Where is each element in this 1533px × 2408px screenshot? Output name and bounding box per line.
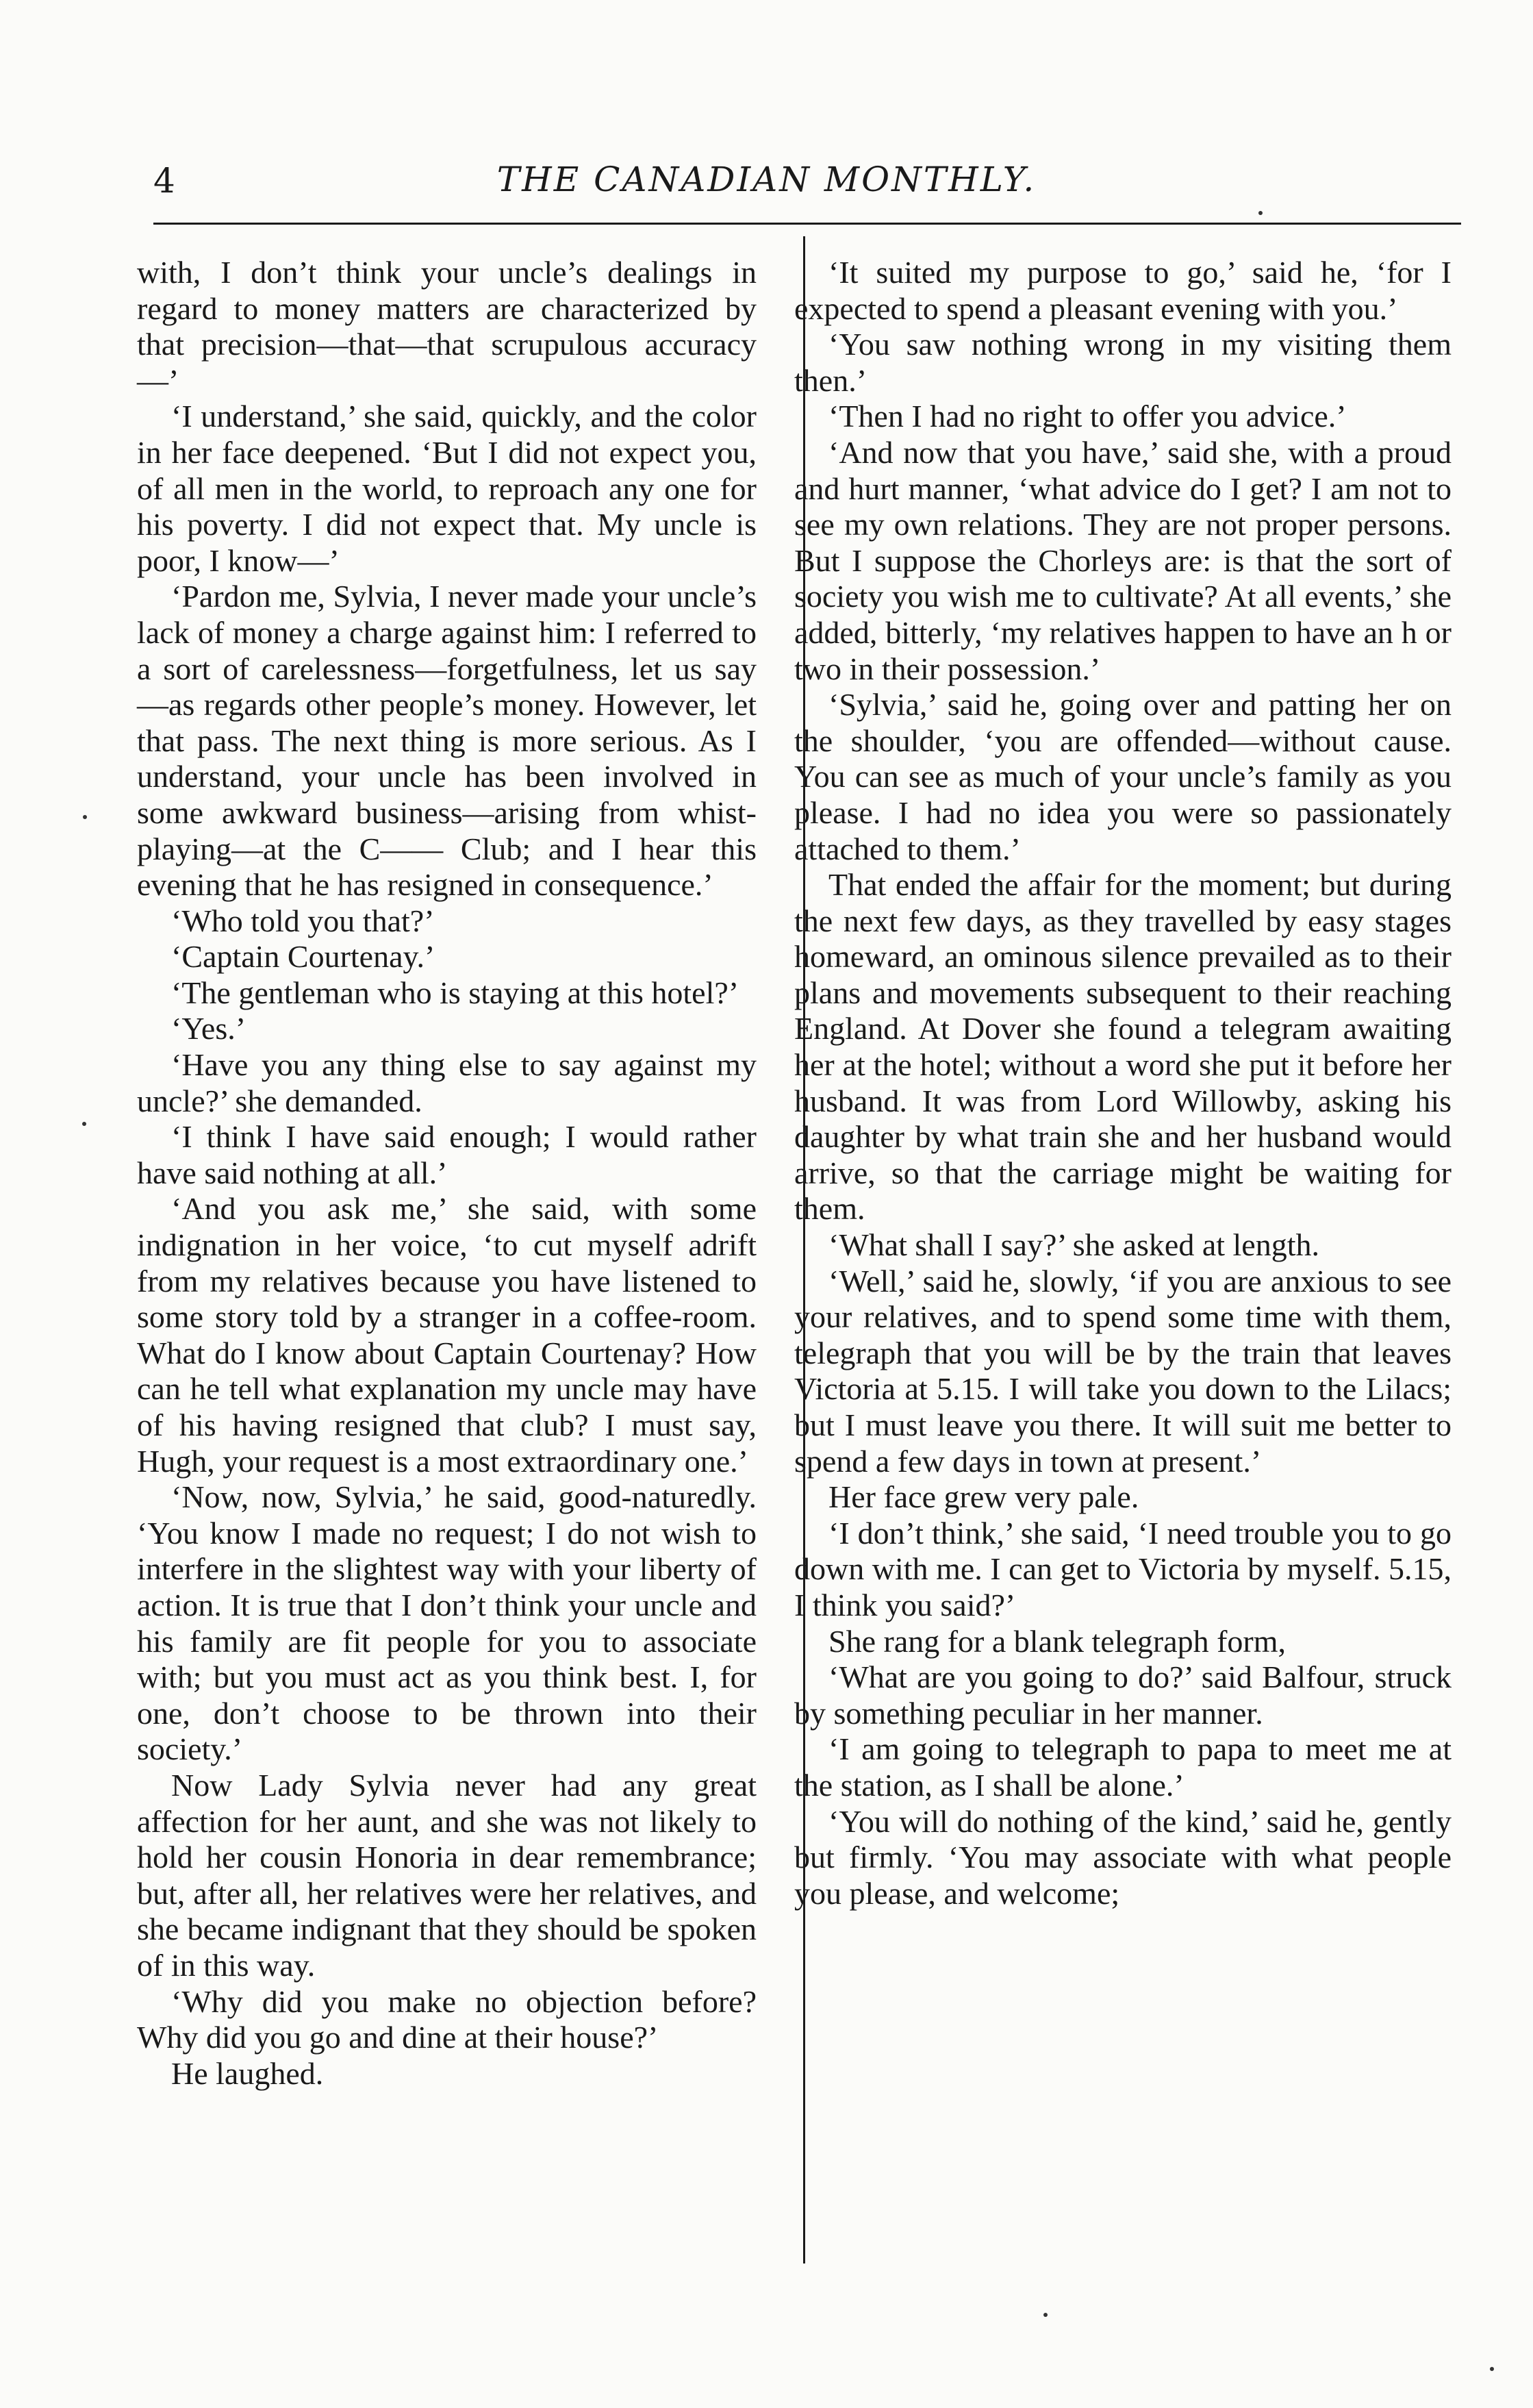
paragraph: ‘What are you going to do?’ said Balfour, struck by something peculiar in her manner. [794, 1659, 1452, 1731]
print-speck [83, 815, 87, 819]
print-speck [82, 1122, 86, 1126]
left-column [137, 255, 757, 2092]
paragraph: ‘Well,’ said he, slowly, ‘if you are anxious to see your relatives, and to spend some time with them, telegraph that you will be by the train that leaves Victoria at 5.15. I will take you down to the Lilacs; but I must leave you there. It will suit me better to spend a few days in town at present.’ [794, 1263, 1452, 1479]
header-rule [153, 223, 1461, 225]
paragraph: ‘And you ask me,’ she said, with some indignation in her voice, ‘to cut myself adrift from my relatives because you have listened to some story told by a stranger in a coffee-room. What do I know about Captain Courtenay? How can he tell what explanation my uncle may have of his having resigned that club? I must say, Hugh, your request is a most extraordinary one.’ [137, 1191, 757, 1479]
paragraph: ‘Yes.’ [171, 1011, 246, 1046]
print-speck [1490, 2367, 1494, 2371]
paragraph: ‘I think I have said enough; I would rather have said nothing at all.’ [137, 1119, 757, 1190]
paragraph: ‘Captain Courtenay.’ [171, 939, 435, 975]
paragraph: ‘I don’t think,’ she said, ‘I need trouble you to go down with me. I can get to Victoria by myself. 5.15, I think you said?’ [794, 1515, 1452, 1622]
paragraph: Now Lady Sylvia never had any great affection for her aunt, and she was not likely to hold her cousin Honoria in dear remembrance; but, after all, her relatives were her relatives, and she became indignant that they should be spoken of in this way. [137, 1767, 757, 1983]
paragraph: That ended the affair for the moment; but during the next few days, as they travelled by easy stages homeward, an ominous silence prevailed as to their plans and movements subsequent to their reaching England. At Dover she found a telegram awaiting her at the hotel; without a word she put it before her husband. It was from Lord Willowby, asking his daughter by what train she and her husband would arrive, so that the carriage might be waiting for them. [794, 867, 1452, 1227]
paragraph: She rang for a blank telegraph form, [828, 1623, 1287, 1659]
paragraph: ‘Sylvia,’ said he, going over and patting her on the shoulder, ‘you are offended—without cause. You can see as much of your uncle’s family as you please. I had no idea you were so passionately attached to them.’ [794, 687, 1452, 866]
paragraph: ‘And now that you have,’ said she, with a proud and hurt manner, ‘what advice do I get? I am not to see my own relations. They are not proper persons. But I suppose the Chorleys are: is that the sort of society you wish me to cultivate? At all events,’ she added, bitterly, ‘my relatives happen to have an h or two in their possession.’ [794, 434, 1452, 686]
paragraph: ‘Now, now, Sylvia,’ he said, good-naturedly. ‘You know I made no request; I do not wish to interfere in the slightest way with your liberty of action. It is true that I don’t think your uncle and his family are fit people for you to associate with; but you must act as you think best. I, for one, don’t choose to be thrown into their society.’ [137, 1479, 757, 1767]
paragraph: ‘You saw nothing wrong in my visiting them then.’ [794, 327, 1452, 398]
paragraph: ‘The gentleman who is staying at this hotel?’ [171, 975, 739, 1010]
paragraph: ‘I am going to telegraph to papa to meet me at the station, as I shall be alone.’ [794, 1731, 1452, 1803]
print-speck [1043, 2313, 1048, 2317]
paragraph: ‘Then I had no right to offer you advice.’ [828, 399, 1347, 434]
paragraph: ‘Who told you that?’ [171, 903, 435, 938]
paragraph: Her face grew very pale. [828, 1479, 1139, 1515]
page-header [0, 154, 1533, 223]
right-column [794, 255, 1452, 1911]
paragraph: ‘Why did you make no objection before? Why did you go and dine at their house?’ [137, 1983, 757, 2055]
paragraph: with, I don’t think your uncle’s dealings in regard to money matters are characterized by that precision—that—that scrupulous accuracy—’ [137, 255, 757, 398]
paragraph: ‘What shall I say?’ she asked at length. [828, 1227, 1319, 1263]
paragraph: He laughed. [171, 2055, 324, 2091]
paragraph: ‘Have you any thing else to say against my uncle?’ she demanded. [137, 1047, 757, 1118]
paragraph: ‘It suited my purpose to go,’ said he, ‘for I expected to spend a pleasant evening with you.’ [794, 255, 1452, 326]
paragraph: ‘Pardon me, Sylvia, I never made your uncle’s lack of money a charge against him: I referred to a sort of carelessness—forgetfulness, let us say—as regards other people’s money. However, let that pass. The next thing is more serious. As I understand, your uncle has been involved in some awkward business—arising from whist-playing—at the C—— Club; and I hear this evening that he has resigned in consequence.’ [137, 579, 757, 903]
paragraph: ‘You will do nothing of the kind,’ said he, gently but firmly. ‘You may associate with what people you please, and welcome; [794, 1803, 1452, 1911]
print-speck [1258, 211, 1263, 215]
paragraph: ‘I understand,’ she said, quickly, and the color in her face deepened. ‘But I did not expect you, of all men in the world, to reproach any one for his poverty. I did not expect that. My uncle is poor, I know—’ [137, 399, 757, 578]
page-number: 4 [153, 161, 175, 201]
running-title: THE CANADIAN MONTHLY. [496, 160, 1037, 199]
